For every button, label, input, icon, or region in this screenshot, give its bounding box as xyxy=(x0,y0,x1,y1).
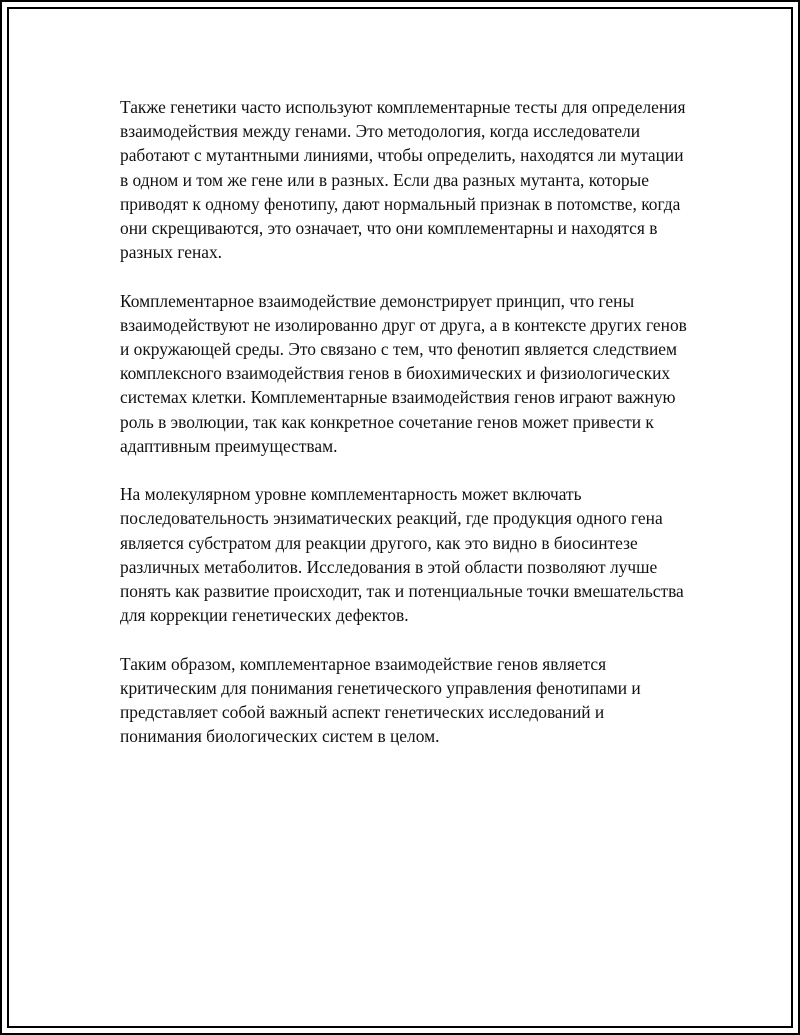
paragraph-3: На молекулярном уровне комплементарность может включать последовательность энзиматических реакций, где продукция одного гена является субстратом для реакции другого, как это видно в биосинтезе различных метаболитов. Исследования в этой области позволяют лучше понять как развитие происходит, так и потенциальные точки вмешательства для коррекции генетических дефектов. xyxy=(120,484,684,626)
paragraph-1: Также генетики часто используют комплементарные тесты для определения взаимодействия между генами. Это методология, когда исследователи работают с мутантными линиями, чтобы определить, находятся ли мутации в одном и том же гене или в разных. Если два разных мутанта, которые приводят к одному фенотипу, дают нормальный признак в потомстве, когда они скрещиваются, это означает, что они комплементарны и находятся в разных генах. xyxy=(120,97,686,263)
paragraph-2: Комплементарное взаимодействие демонстрирует принцип, что гены взаимодействуют не изолированно друг от друга, а в контексте других генов и окружающей среды. Это связано с тем, что фенотип является следствием комплексного взаимодействия генов в биохимических и физиологических системах клетки. Комплементарные взаимодействия генов играют важную роль в эволюции, так как конкретное сочетание генов может привести к адаптивным преимуществам. xyxy=(120,290,687,456)
document-body xyxy=(120,95,690,773)
paragraph-4: Таким образом, комплементарное взаимодействие генов является критическим для понимания генетического управления фенотипами и представляет собой важный аспект генетических исследований и понимания биологических систем в целом. xyxy=(120,653,641,747)
